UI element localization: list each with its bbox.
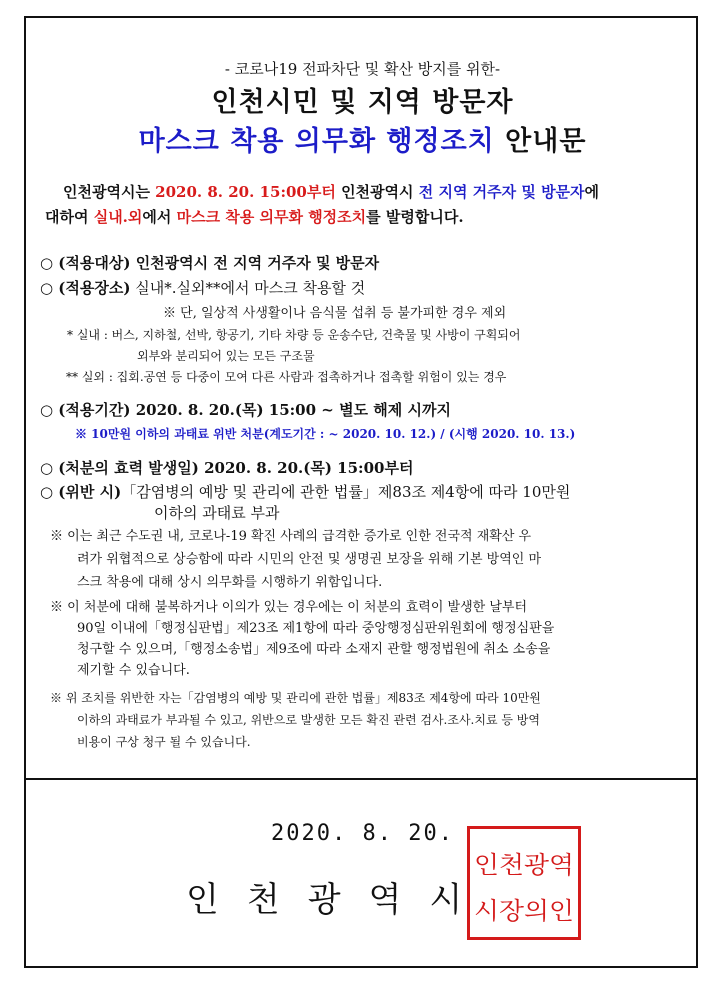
note-2-line-2: 90일 이내에「행정심판법」제23조 제1항에 따라 중앙행정심판위원회에 행정심판을 [77,621,555,636]
note-1-line-2: 려가 위협적으로 상승함에 따라 시민의 안전 및 생명권 보장을 위해 기본 방역인 마 [77,552,542,567]
indoor-definition: * 실내 : 버스, 지하철, 선박, 항공기, 기타 차량 등 운송수단, 건축물 및 사방이 구획되어 [67,328,521,342]
item-target-text: 인천광역시 전 지역 거주자 및 방문자 [130,254,380,272]
item-exception: ※ 단, 일상적 사생활이나 음식물 섭취 등 불가피한 경우 제외 [163,306,507,321]
note-2-line-4: 제기할 수 있습니다. [77,663,190,678]
item-target-label: ○ (적용대상) [40,254,131,272]
item-place-text: 실내*.실외**에서 마스크 착용할 것 [130,279,366,297]
item-place [40,277,365,298]
intro-line-2 [45,206,464,227]
note-3-line-2: 이하의 과태료가 부과될 수 있고, 위반으로 발생한 모든 확진 관련 검사.조사.치료 등 방역 [77,713,540,727]
intro-text: 인천광역시 [335,183,419,201]
item-period-text: 2020. 8. 20.(목) 15:00 ~ 별도 해제 시까지 [130,401,451,419]
title-notice: 안내문 [505,126,587,157]
footer-divider [24,778,698,780]
intro-measure: 마스크 착용 의무화 행정조치 [176,208,367,226]
seal-image [470,829,578,937]
intro-text: 에 [584,183,600,201]
item-violation [40,481,570,502]
item-violation-text: 「감염병의 예방 및 관리에 관한 법률」제83조 제4항에 따라 10만원 [121,483,571,501]
item-violation-cont: 이하의 과태료 부과 [154,504,280,522]
item-effect [40,457,413,478]
item-target [40,252,379,273]
item-period-note: ※ 10만원 이하의 과태료 위반 처분(계도기간 : ~ 2020. 10. 12.) / (시행 2020. 10. 13.) [75,427,576,441]
intro-start-time: 2020. 8. 20. 15:00부터 [155,183,336,201]
intro-line-1 [63,181,599,202]
seal-text-line-1: 인천광역 [474,851,574,879]
item-period [40,399,451,420]
title-measure: 마스크 착용 의무화 행정조치 [138,126,495,157]
note-3-line-1: ※ 위 조치를 위반한 자는「감염병의 예방 및 관리에 관한 법률」제83조 제4항에 따라 10만원 [50,691,541,705]
item-period-label: ○ (적용기간) [40,401,131,419]
item-effect-label: ○ (처분의 효력 발생일) [40,459,199,477]
issue-date: 2020. 8. 20. [271,821,454,846]
title-line-1: 인천시민 및 지역 방문자 [211,87,514,118]
note-1-line-1: ※ 이는 최근 수도권 내, 코로나-19 확진 사례의 급격한 증가로 인한 전국적 재확산 우 [50,529,532,544]
note-2-line-1: ※ 이 처분에 대해 불복하거나 이의가 있는 경우에는 이 처분의 효력이 발생한 날부터 [50,600,528,615]
intro-text: 에서 [142,208,177,226]
intro-place: 실내.외 [93,208,143,226]
outdoor-definition: ** 실외 : 집회.공연 등 다중이 모여 다른 사람과 접촉하거나 접촉할 위험이 있는 경우 [66,370,507,384]
subtitle: - 코로나19 전파차단 및 확산 방지를 위한- [224,60,501,78]
title-line-2 [0,119,725,158]
item-effect-text: 2020. 8. 20.(목) 15:00부터 [198,459,414,477]
item-place-label: ○ (적용장소) [40,279,131,297]
intro-text: 인천광역시는 [63,183,156,201]
note-3-line-3: 비용이 구상 청구 될 수 있습니다. [77,735,251,749]
seal-text-line-2: 시장의인 [474,897,574,925]
intro-text: 대하여 [45,208,94,226]
indoor-definition-cont: 외부와 분리되어 있는 모든 구조물 [137,349,315,363]
official-seal [467,826,581,940]
issuer-name: 인천광역시 [186,880,491,920]
note-1-line-3: 스크 착용에 대해 상시 의무화를 시행하기 위함입니다. [77,575,383,590]
note-2-line-3: 청구할 수 있으며,「행정소송법」제9조에 따라 소재지 관할 행정법원에 취소 소송을 [77,642,551,657]
item-violation-label: ○ (위반 시) [40,483,122,501]
intro-text: 를 발령합니다. [366,208,464,226]
intro-target: 전 지역 거주자 및 방문자 [418,183,585,201]
